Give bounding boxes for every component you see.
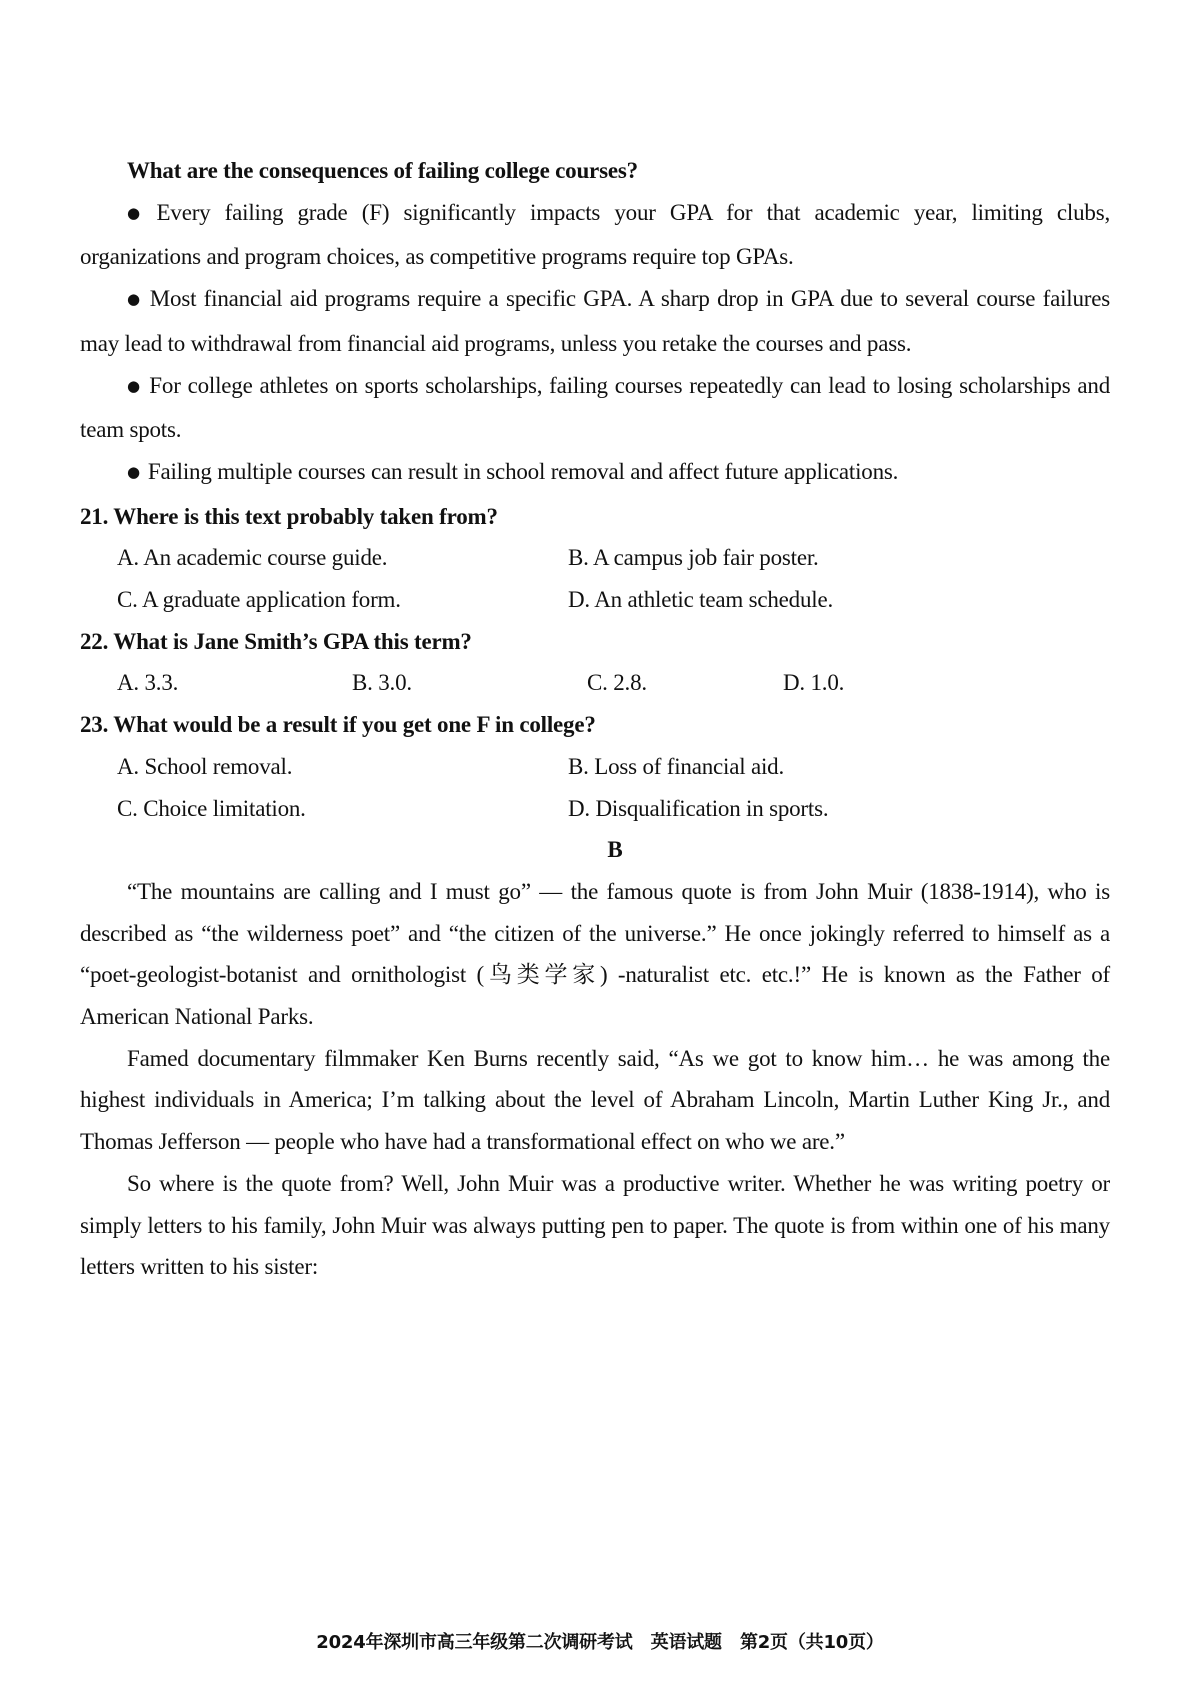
question-stem-22: 22. What is Jane Smith’s GPA this term? — [80, 628, 472, 654]
option-a: A. 3.3. — [117, 670, 179, 696]
question-23-options-row-2 — [80, 788, 1110, 830]
bullet-item — [80, 192, 1110, 278]
option-d: D. An athletic team schedule. — [568, 587, 834, 613]
option-d: D. 1.0. — [783, 670, 845, 696]
passage-b-paragraph: “The mountains are calling and I must go” — the famous quote is from John Muir (1838-1914), who is described as “the wilderness poet” and “the citizen of the universe.” He once jokingly referred to himself as a “poet-geologist-botanist and ornithologist (鸟类学家) -naturalist etc. etc.!” He is known as the Father of American National Parks. — [80, 878, 1110, 1030]
bullet-item — [80, 365, 1110, 451]
option-c: C. 2.8. — [587, 670, 647, 696]
bullet-text: Most financial aid programs require a specific GPA. A sharp drop in GPA due to several course failures may lead to withdrawal from financial aid programs, unless you retake the courses and pass. — [80, 286, 1110, 356]
question-stem-23: 23. What would be a result if you get one F in college? — [80, 712, 596, 738]
option-c: C. Choice limitation. — [117, 795, 306, 821]
bullet-icon: ● — [127, 376, 142, 395]
question-22-options-row — [80, 662, 1110, 704]
page-content — [80, 150, 1110, 1288]
question-23-options-row-1 — [80, 746, 1110, 788]
passage-b-paragraph: Famed documentary filmmaker Ken Burns recently said, “As we got to know him… he was among the highest individuals in America; I’m talking about the level of Abraham Lincoln, Martin Luther King Jr., and Thomas Jefferson — people who have had a transformational effect on who we are.” — [80, 1045, 1110, 1155]
bullet-icon: ● — [127, 462, 140, 481]
option-b: B. A campus job fair poster. — [568, 545, 819, 571]
page-footer — [0, 1628, 1200, 1654]
bullet-text: For college athletes on sports scholarships, failing courses repeatedly can lead to losing scholarships and team spots. — [80, 372, 1111, 443]
footer-page-number: 第2页（共10页） — [739, 1632, 884, 1653]
section-b-letter: B — [607, 837, 623, 863]
option-b: B. 3.0. — [352, 670, 412, 696]
footer-exam-title: 2024年深圳市高三年级第二次调研考试 — [316, 1632, 633, 1653]
bullet-text: Every failing grade (F) significantly impacts your GPA for that academic year, limiting clubs, organizations and program choices, as competitive programs require top GPAs. — [80, 199, 1111, 270]
question-21-options-row-1 — [80, 537, 1110, 579]
option-b: B. Loss of financial aid. — [568, 753, 785, 779]
option-a: A. An academic course guide. — [117, 545, 388, 571]
bullet-item — [80, 451, 1110, 496]
option-c: C. A graduate application form. — [117, 587, 401, 613]
passage-a-heading: What are the consequences of failing college courses? — [127, 158, 638, 183]
bullet-icon: ● — [127, 290, 142, 309]
bullet-item — [80, 278, 1110, 364]
footer-subject: 英语试题 — [650, 1632, 722, 1653]
bullet-icon: ● — [127, 203, 149, 222]
passage-b-paragraph: So where is the quote from? Well, John Muir was a productive writer. Whether he was writing poetry or simply letters to his family, John Muir was always putting pen to paper. The quote is from within one of his many letters written to his sister: — [80, 1170, 1110, 1280]
option-d: D. Disqualification in sports. — [568, 795, 829, 821]
question-stem-21: 21. Where is this text probably taken from? — [80, 503, 498, 529]
option-a: A. School removal. — [117, 753, 293, 779]
bullet-text: Failing multiple courses can result in school removal and affect future applications. — [147, 458, 899, 484]
question-21-options-row-2 — [80, 579, 1110, 621]
